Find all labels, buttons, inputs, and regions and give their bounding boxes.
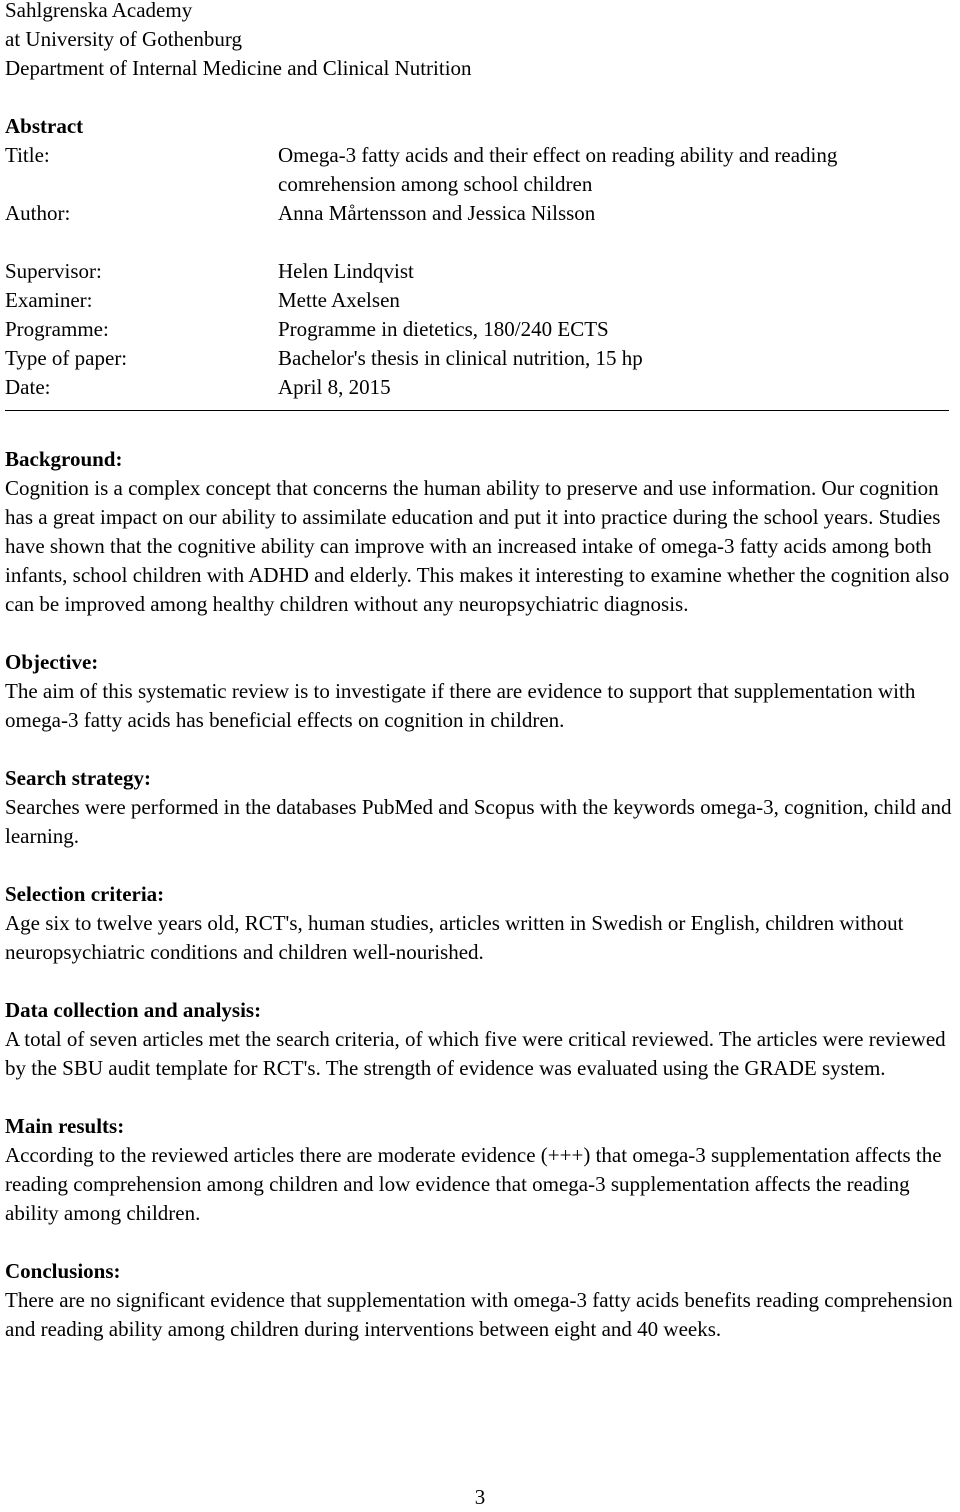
author-value: Anna Mårtensson and Jessica Nilsson — [278, 201, 596, 225]
search-strategy-text: Searches were performed in the databases PubMed and Scopus with the keywords omega-3, cognition, child and learning. — [5, 795, 952, 848]
institution-name: Sahlgrenska Academy — [5, 0, 193, 22]
supervisor-row — [5, 257, 837, 286]
paper-type-row — [5, 344, 837, 373]
title-label: Title: — [5, 143, 50, 167]
abstract-heading: Abstract — [5, 114, 84, 138]
supervisor-label: Supervisor: — [5, 259, 102, 283]
examiner-label: Examiner: — [5, 288, 93, 312]
document-page — [5, 0, 955, 1344]
search-strategy-section — [5, 764, 955, 851]
selection-criteria-section — [5, 880, 955, 967]
data-collection-section — [5, 996, 955, 1083]
objective-section — [5, 648, 955, 735]
background-heading: Background: — [5, 447, 123, 471]
objective-text: The aim of this systematic review is to investigate if there are evidence to support that supplementation with omega-3 fatty acids has beneficial effects on cognition in children. — [5, 679, 916, 732]
paper-type-value: Bachelor's thesis in clinical nutrition, 15 hp — [278, 346, 643, 370]
title-value-line2: comrehension among school children — [278, 172, 593, 196]
programme-row — [5, 315, 837, 344]
background-section — [5, 445, 955, 619]
selection-criteria-text: Age six to twelve years old, RCT's, human studies, articles written in Swedish or English, children without neuropsychiatric conditions and children well-nourished. — [5, 911, 904, 964]
main-results-heading: Main results: — [5, 1114, 125, 1138]
title-row-continued — [5, 170, 837, 199]
paper-type-label: Type of paper: — [5, 346, 128, 370]
supervisor-value: Helen Lindqvist — [278, 259, 414, 283]
conclusions-text: There are no significant evidence that supplementation with omega-3 fatty acids benefits reading comprehension and reading ability among children during interventions between eight and 40 weeks. — [5, 1288, 953, 1341]
main-results-text: According to the reviewed articles there are moderate evidence (+++) that omega-3 supplementation affects the reading comprehension among children and low evidence that omega-3 supplementation affects the reading ability among children. — [5, 1143, 942, 1225]
background-text: Cognition is a complex concept that concerns the human ability to preserve and use information. Our cognition has a great impact on our ability to assimilate education and put it into practice during the school years. Studies have shown that the cognitive ability can improve with an increased intake of omega-3 fatty acids among both infants, school children with ADHD and elderly. This makes it interesting to examine whether the cognition also can be improved among healthy children without any neuropsychiatric diagnosis. — [5, 476, 950, 616]
date-label: Date: — [5, 375, 51, 399]
data-collection-heading: Data collection and analysis: — [5, 998, 262, 1022]
thesis-metadata — [5, 141, 837, 402]
author-row — [5, 199, 837, 228]
examiner-value: Mette Axelsen — [278, 288, 400, 312]
data-collection-text: A total of seven articles met the search criteria, of which five were critical reviewed. The articles were reviewed by the SBU audit template for RCT's. The strength of evidence was evaluated using the GRADE system. — [5, 1027, 946, 1080]
university-name: at University of Gothenburg — [5, 27, 242, 51]
conclusions-heading: Conclusions: — [5, 1259, 121, 1283]
department-name: Department of Internal Medicine and Clinical Nutrition — [5, 56, 472, 80]
objective-heading: Objective: — [5, 650, 99, 674]
title-value-line1: Omega-3 fatty acids and their effect on reading ability and reading — [278, 143, 838, 167]
examiner-row — [5, 286, 837, 315]
institution-header — [5, 0, 955, 83]
conclusions-section — [5, 1257, 955, 1344]
search-strategy-heading: Search strategy: — [5, 766, 151, 790]
programme-value: Programme in dietetics, 180/240 ECTS — [278, 317, 609, 341]
horizontal-rule — [5, 410, 949, 411]
programme-label: Programme: — [5, 317, 109, 341]
date-value: April 8, 2015 — [278, 375, 391, 399]
author-label: Author: — [5, 201, 71, 225]
selection-criteria-heading: Selection criteria: — [5, 882, 165, 906]
page-number: 3 — [474, 1485, 486, 1509]
title-row — [5, 141, 837, 170]
main-results-section — [5, 1112, 955, 1228]
date-row — [5, 373, 837, 402]
